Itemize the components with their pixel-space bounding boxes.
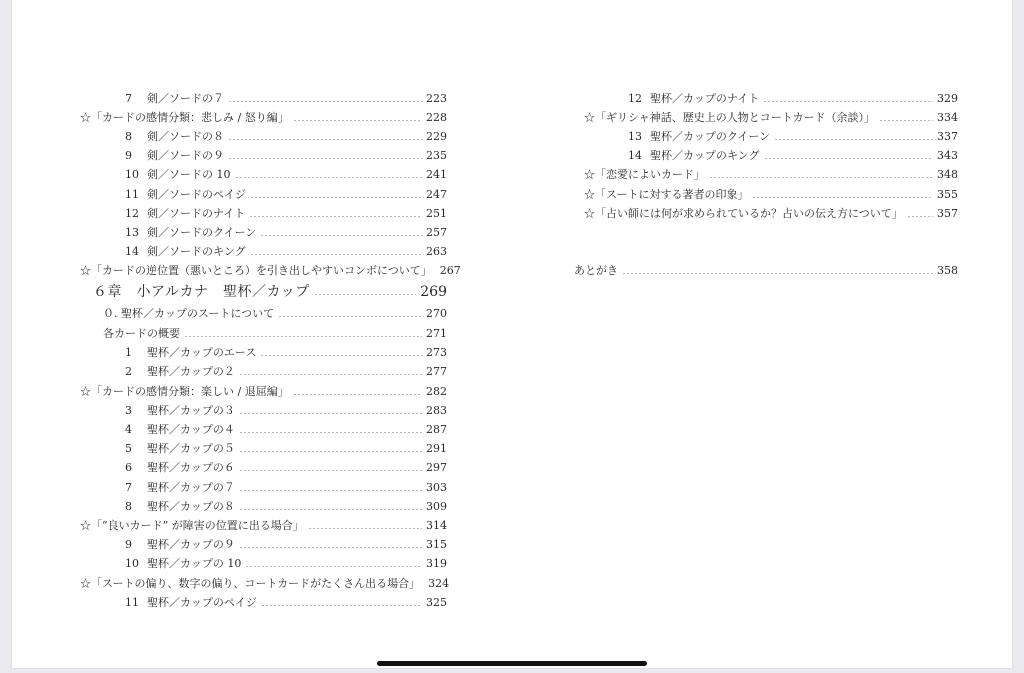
toc-entry-number: 14 bbox=[628, 149, 642, 162]
toc-entry-number: 10 bbox=[125, 168, 139, 181]
toc-entry-item[interactable] bbox=[125, 479, 447, 497]
toc-page-number: 348 bbox=[937, 168, 958, 181]
toc-entry-title: ☆「ギリシャ神話、歴史上の人物とコートカード（余談）」 bbox=[584, 111, 875, 124]
toc-page-number: 334 bbox=[937, 111, 958, 124]
toc-entry-item[interactable] bbox=[628, 90, 958, 108]
toc-entry-number: 11 bbox=[125, 188, 139, 201]
dot-leader bbox=[709, 177, 933, 178]
toc-page-number: 283 bbox=[426, 404, 447, 417]
toc-entry-item[interactable] bbox=[125, 344, 447, 362]
dot-leader bbox=[239, 432, 422, 433]
toc-entry-item[interactable] bbox=[125, 90, 447, 108]
toc-entry-item[interactable] bbox=[125, 536, 447, 554]
dot-leader bbox=[879, 120, 933, 121]
toc-page-number: 297 bbox=[426, 461, 447, 474]
toc-entry-number: 8 bbox=[125, 500, 132, 513]
toc-entry-item[interactable] bbox=[125, 363, 447, 381]
toc-page-number: 228 bbox=[426, 111, 447, 124]
toc-entry-star[interactable] bbox=[584, 205, 958, 223]
dot-leader bbox=[239, 413, 422, 414]
toc-entry-number: 2 bbox=[125, 365, 132, 378]
dot-leader bbox=[228, 158, 422, 159]
toc-page-number: 355 bbox=[937, 188, 958, 201]
toc-entry-item[interactable] bbox=[125, 147, 447, 165]
dot-leader bbox=[239, 547, 422, 548]
dot-leader bbox=[260, 355, 422, 356]
toc-entry-title: 聖杯／カップのクイーン bbox=[650, 130, 771, 143]
toc-entry-star[interactable] bbox=[80, 575, 450, 593]
toc-entry-number: 12 bbox=[628, 92, 642, 105]
dot-leader bbox=[907, 216, 933, 217]
toc-entry-number: 8 bbox=[125, 130, 132, 143]
toc-page-number: 325 bbox=[426, 596, 447, 609]
dot-leader bbox=[184, 336, 422, 337]
toc-entry-title: ☆「スートに対する著者の印象」 bbox=[584, 188, 749, 201]
toc-page-number: 269 bbox=[420, 284, 447, 300]
toc-entry-number: 7 bbox=[125, 92, 132, 105]
toc-entry-item[interactable] bbox=[125, 498, 447, 516]
toc-entry-item[interactable] bbox=[125, 166, 447, 184]
toc-entry-title: 剣／ソードのナイト bbox=[147, 207, 246, 220]
toc-entry-star[interactable] bbox=[80, 109, 447, 127]
toc-entry-title: 剣／ソードのクイーン bbox=[147, 226, 257, 239]
dot-leader bbox=[314, 294, 416, 295]
toc-entry-title: 聖杯／カップのエース bbox=[147, 346, 257, 359]
toc-entry-number: 12 bbox=[125, 207, 139, 220]
toc-page-number: 287 bbox=[426, 423, 447, 436]
toc-page-number: 267 bbox=[439, 264, 461, 277]
toc-page-number: 303 bbox=[426, 481, 447, 494]
toc-page-number: 235 bbox=[426, 149, 447, 162]
toc-entry-star[interactable] bbox=[80, 517, 447, 535]
toc-page-number: 273 bbox=[426, 346, 447, 359]
toc-entry-title: 剣／ソードの 10 bbox=[147, 168, 231, 181]
toc-entry-title: 聖杯／カップの６ bbox=[147, 461, 235, 474]
dot-leader bbox=[228, 101, 422, 102]
toc-entry-title: 聖杯／カップのペイジ bbox=[147, 596, 257, 609]
toc-page-number: 319 bbox=[426, 557, 447, 570]
toc-entry-title: 剣／ソードの８ bbox=[147, 130, 224, 143]
toc-entry-title: 剣／ソードのキング bbox=[147, 245, 246, 258]
toc-entry-title: 剣／ソードのペイジ bbox=[147, 188, 246, 201]
toc-page-number: 329 bbox=[937, 92, 958, 105]
toc-entry-title: 剣／ソードの７ bbox=[147, 92, 224, 105]
dot-leader bbox=[245, 566, 422, 567]
dot-leader bbox=[763, 101, 933, 102]
dot-leader bbox=[228, 139, 422, 140]
toc-entry-number: 13 bbox=[125, 226, 139, 239]
toc-entry-title: 聖杯／カップの９ bbox=[147, 538, 235, 551]
dot-leader bbox=[239, 374, 422, 375]
dot-leader bbox=[261, 605, 422, 606]
dot-leader bbox=[293, 120, 422, 121]
toc-entry-item[interactable] bbox=[125, 205, 447, 223]
toc-entry-item[interactable] bbox=[125, 243, 447, 261]
toc-entry-title: 聖杯／カップのナイト bbox=[650, 92, 760, 105]
toc-entry-title: 聖杯／カップのキング bbox=[650, 149, 760, 162]
toc-entry-title: 聖杯／カップの２ bbox=[147, 365, 235, 378]
toc-page-number: 291 bbox=[426, 442, 447, 455]
toc-entry-title: ☆「スートの偏り、数字の偏り、コートカードがたくさん出る場合」 bbox=[80, 577, 421, 590]
toc-page-number: 247 bbox=[426, 188, 447, 201]
toc-page-number: 271 bbox=[426, 327, 447, 340]
toc-entry-title: 剣／ソードの９ bbox=[147, 149, 224, 162]
toc-entry-item[interactable] bbox=[125, 186, 447, 204]
toc-entry-number: 4 bbox=[125, 423, 132, 436]
dot-leader bbox=[250, 254, 422, 255]
toc-page-number: 270 bbox=[426, 307, 447, 320]
toc-entry-number: 1 bbox=[125, 346, 132, 359]
toc-page-number: 229 bbox=[426, 130, 447, 143]
toc-entry-title: 聖杯／カップの５ bbox=[147, 442, 235, 455]
toc-entry-star[interactable] bbox=[80, 383, 447, 401]
toc-entry-afterword[interactable] bbox=[574, 262, 958, 280]
toc-page-number: 324 bbox=[428, 577, 450, 590]
toc-entry-star[interactable] bbox=[80, 262, 461, 280]
toc-entry-item[interactable] bbox=[125, 440, 447, 458]
toc-entry-section[interactable] bbox=[103, 325, 447, 343]
dot-leader bbox=[250, 197, 422, 198]
toc-entry-item[interactable] bbox=[125, 224, 447, 242]
toc-entry-title: ☆「“良いカード” が障害の位置に出る場合」 bbox=[80, 519, 304, 532]
dot-leader bbox=[235, 177, 423, 178]
toc-entry-title: 聖杯／カップの 10 bbox=[147, 557, 242, 570]
dot-leader bbox=[764, 158, 933, 159]
toc-entry-number: 9 bbox=[125, 538, 132, 551]
toc-entry-title: ☆「カードの感情分類：楽しい / 退屈編」 bbox=[80, 385, 289, 398]
toc-page-number: 315 bbox=[426, 538, 447, 551]
toc-entry-item[interactable] bbox=[628, 128, 958, 146]
dot-leader bbox=[752, 197, 933, 198]
toc-entry-title: 聖杯／カップの８ bbox=[147, 500, 235, 513]
toc-entry-title: ☆「占い師には何が求められているか？占いの伝え方について」 bbox=[584, 207, 903, 220]
toc-entry-item[interactable] bbox=[628, 147, 958, 165]
toc-entry-number: 14 bbox=[125, 245, 139, 258]
toc-page-number: 309 bbox=[426, 500, 447, 513]
dot-leader bbox=[249, 216, 422, 217]
dot-leader bbox=[239, 470, 422, 471]
toc-entry-item[interactable] bbox=[125, 402, 447, 420]
toc-entry-item[interactable] bbox=[125, 459, 447, 477]
toc-entry-number: 3 bbox=[125, 404, 132, 417]
toc-entry-title: あとがき bbox=[574, 264, 618, 277]
toc-entry-item[interactable] bbox=[125, 555, 447, 573]
toc-page-number: 277 bbox=[426, 365, 447, 378]
dot-leader bbox=[239, 451, 422, 452]
toc-entry-star[interactable] bbox=[584, 166, 958, 184]
dot-leader bbox=[774, 139, 933, 140]
toc-entry-title: ☆「カードの感情分類：悲しみ / 怒り編」 bbox=[80, 111, 289, 124]
dot-leader bbox=[293, 394, 422, 395]
toc-entry-number: 7 bbox=[125, 481, 132, 494]
toc-entry-number: 9 bbox=[125, 149, 132, 162]
toc-page-number: 251 bbox=[426, 207, 447, 220]
toc-entry-number: 11 bbox=[125, 596, 139, 609]
book-page bbox=[12, 0, 1012, 668]
toc-entry-item[interactable] bbox=[125, 421, 447, 439]
dot-leader bbox=[308, 528, 422, 529]
toc-entry-title: ☆「恋愛によいカード」 bbox=[584, 168, 705, 181]
toc-page-number: 241 bbox=[426, 168, 447, 181]
toc-entry-title: 聖杯／カップの７ bbox=[147, 481, 235, 494]
toc-page-number: 223 bbox=[426, 92, 447, 105]
toc-entry-item[interactable] bbox=[125, 128, 447, 146]
toc-entry-title: ０. 聖杯／カップのスートについて bbox=[103, 307, 275, 320]
toc-entry-star[interactable] bbox=[584, 186, 958, 204]
toc-entry-number: 6 bbox=[125, 461, 132, 474]
toc-entry-number: 10 bbox=[125, 557, 139, 570]
dot-leader bbox=[622, 273, 933, 274]
toc-entry-item[interactable] bbox=[125, 594, 447, 612]
toc-entry-title: ６章 小アルカナ 聖杯／カップ bbox=[93, 284, 310, 300]
toc-page-number: 337 bbox=[937, 130, 958, 143]
dot-leader bbox=[239, 509, 422, 510]
toc-page-number: 357 bbox=[937, 207, 958, 220]
dot-leader bbox=[278, 316, 422, 317]
dot-leader bbox=[260, 235, 422, 236]
toc-entry-title: 聖杯／カップの３ bbox=[147, 404, 235, 417]
toc-entry-title: 聖杯／カップの４ bbox=[147, 423, 235, 436]
toc-entry-title: ☆「カードの逆位置（悪いところ）を引き出しやすいコンボについて」 bbox=[80, 264, 432, 277]
dot-leader bbox=[239, 490, 422, 491]
toc-entry-number: 5 bbox=[125, 442, 132, 455]
toc-page-number: 257 bbox=[426, 226, 447, 239]
toc-entry-title: 各カードの概要 bbox=[103, 327, 180, 340]
toc-entry-chapter[interactable] bbox=[93, 281, 447, 303]
toc-page-number: 314 bbox=[426, 519, 447, 532]
toc-entry-number: 13 bbox=[628, 130, 642, 143]
toc-entry-section[interactable] bbox=[103, 305, 447, 323]
toc-page-number: 263 bbox=[426, 245, 447, 258]
toc-page-number: 343 bbox=[937, 149, 958, 162]
toc-entry-star[interactable] bbox=[584, 109, 958, 127]
toc-page-number: 282 bbox=[426, 385, 447, 398]
home-indicator-bar[interactable] bbox=[377, 661, 647, 666]
toc-page-number: 358 bbox=[937, 264, 958, 277]
